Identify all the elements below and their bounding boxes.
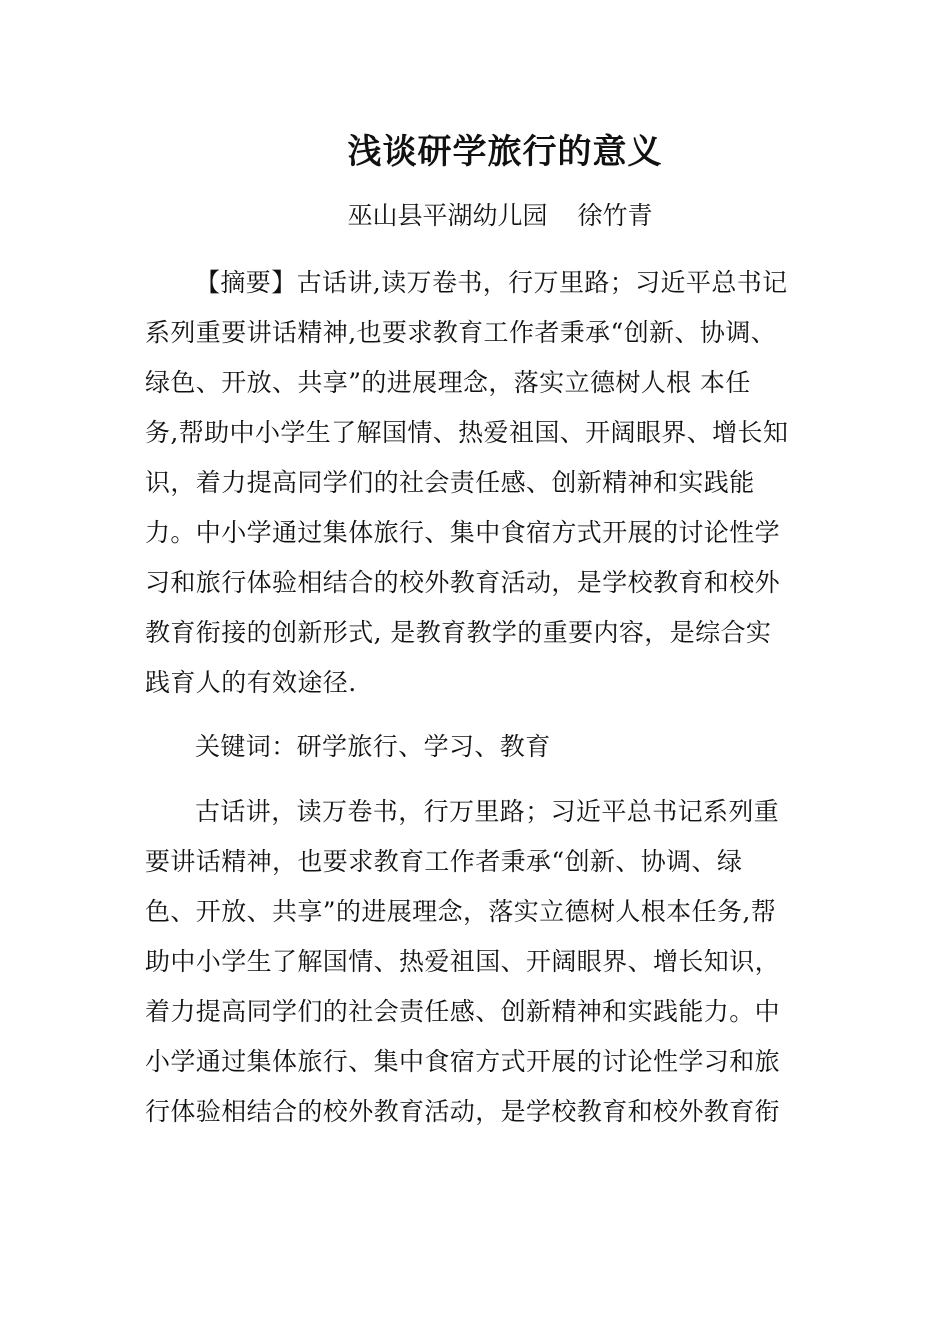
abstract-line: 识，着力提高同学们的社会责任感、创新精神和实践能	[145, 468, 755, 497]
abstract-line: 教育衔接的创新形式, 是教育教学的重要内容，是综合实	[145, 618, 772, 647]
body-line: 着力提高同学们的社会责任感、创新精神和实践能力。中	[145, 997, 781, 1026]
body-line: 助中小学生了解国情、热爱祖国、开阔眼界、增长知识，	[145, 947, 781, 976]
abstract-line: 【摘要】古话讲,读万卷书，行万里路；习近平总书记	[195, 268, 788, 297]
body-line: 古话讲，读万卷书，行万里路；习近平总书记系列重	[195, 797, 780, 826]
document-title: 浅谈研学旅行的意义	[347, 132, 663, 172]
body-line: 要讲话精神，也要求教育工作者秉承“创新、协调、绿	[145, 847, 743, 876]
abstract-line: 践育人的有效途径.	[145, 668, 357, 697]
abstract-line: 系列重要讲话精神,也要求教育工作者秉承“创新、协调、	[145, 318, 777, 347]
body-line: 小学通过集体旅行、集中食宿方式开展的讨论性学习和旅	[145, 1047, 781, 1076]
abstract-line: 力。中小学通过集体旅行、集中食宿方式开展的讨论性学	[145, 518, 781, 547]
abstract-line: 务,帮助中小学生了解国情、热爱祖国、开阔眼界、增长知	[145, 418, 789, 447]
abstract-line: 习和旅行体验相结合的校外教育活动，是学校教育和校外	[145, 568, 781, 597]
body-line: 行体验相结合的校外教育活动，是学校教育和校外教育衔	[145, 1097, 781, 1126]
abstract-line: 绿色、开放、共享”的进展理念，落实立德树人根 本任	[145, 368, 751, 397]
author-name: 徐竹青	[577, 201, 653, 230]
author-byline	[0, 196, 950, 236]
school-name: 巫山县平湖幼儿园	[347, 201, 548, 230]
keywords-line: 关键词：研学旅行、学习、教育	[195, 732, 551, 761]
body-line: 色、开放、共享”的进展理念，落实立德树人根本任务,帮	[145, 897, 777, 926]
